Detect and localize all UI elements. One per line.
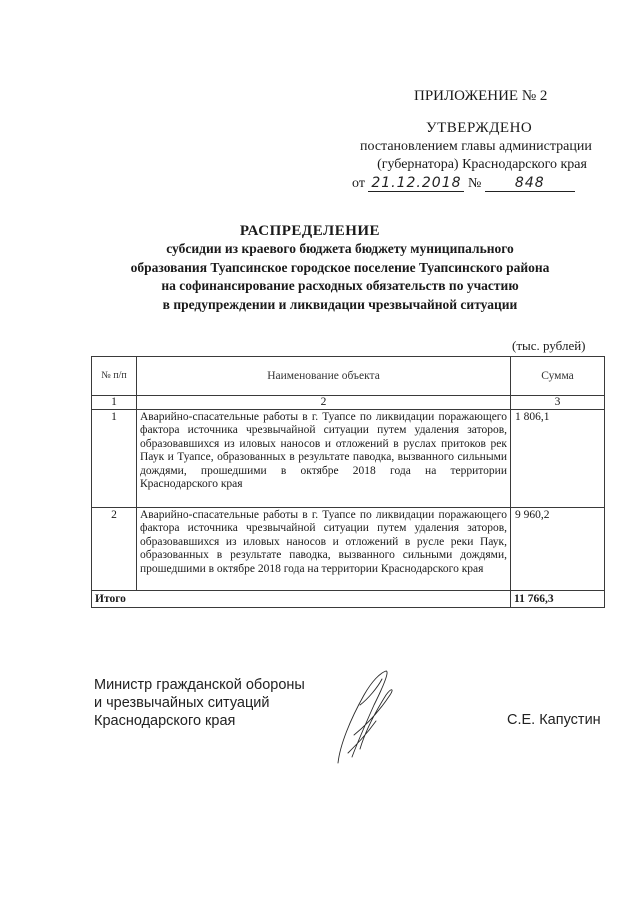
signer-name: С.Е. Капустин xyxy=(507,712,601,728)
approved-label: УТВЕРЖДЕНО xyxy=(426,120,533,136)
approval-date-line xyxy=(352,175,575,192)
subtitle-line: субсидии из краевого бюджета бюджету муниципального xyxy=(166,241,514,256)
units-label: (тыс. рублей) xyxy=(512,338,586,353)
handwritten-signature xyxy=(320,665,410,770)
subtitle-line: в предупреждении и ликвидации чрезвычайной ситуации xyxy=(162,296,518,312)
index-cell: 1 xyxy=(92,396,137,410)
index-cell: 3 xyxy=(511,396,605,410)
date-prefix: от xyxy=(352,176,365,191)
row-name: Аварийно-спасательные работы в г. Туапсе по ликвидации поражающего фактора источника чрезвычайной ситуации путем удаления заторов, образовавшихся из иловых наносов и отложений в руслах притоков рек Паук и Туапсе, образованных в результате паводка, вызванного сильными дождями, прошедшими в октябре 2018 года на территории Краснодарского края xyxy=(137,410,511,508)
table-index-row xyxy=(92,396,605,410)
signer-position-line: Министр гражданской обороны xyxy=(94,677,305,693)
header-sum: Сумма xyxy=(511,357,605,396)
signer-position-line: и чрезвычайных ситуаций xyxy=(94,695,270,711)
document-title: РАСПРЕДЕЛЕНИЕ xyxy=(239,223,381,239)
header-num: № п/п xyxy=(92,357,137,396)
row-name: Аварийно-спасательные работы в г. Туапсе по ликвидации поражающего фактора источника чрезвычайной ситуации путем удаления заторов, образовавшихся из иловых наносов и отложений в русле реки Паук, образованных в результате паводка, вызванного сильными дождями, прошедшими в октябре 2018 года на территории Краснодарского края xyxy=(137,508,511,591)
table-header-row xyxy=(92,357,605,396)
subtitle-line: на софинансирование расходных обязательств по участию xyxy=(161,278,519,293)
row-sum: 1 806,1 xyxy=(511,410,605,508)
table-row xyxy=(92,410,605,508)
number-prefix: № xyxy=(467,176,482,191)
header-name: Наименование объекта xyxy=(137,357,511,396)
distribution-table xyxy=(91,356,605,608)
approval-number: 848 xyxy=(485,175,575,192)
signer-position-line: Краснодарского края xyxy=(94,713,236,729)
signer-position xyxy=(94,676,305,730)
row-num: 2 xyxy=(92,508,137,591)
row-num: 1 xyxy=(92,410,137,508)
document-subtitle xyxy=(60,240,620,314)
total-value: 11 766,3 xyxy=(511,591,605,608)
subtitle-line: образования Туапсинское городское поселение Туапсинского района xyxy=(130,259,550,275)
total-label: Итого xyxy=(92,591,511,608)
approved-by-line2: (губернатора) Краснодарского края xyxy=(377,157,587,172)
row-sum: 9 960,2 xyxy=(511,508,605,591)
approved-by-line1: постановлением главы администрации xyxy=(360,139,592,154)
index-cell: 2 xyxy=(137,396,511,410)
appendix-label: ПРИЛОЖЕНИЕ № 2 xyxy=(414,88,548,104)
table-row xyxy=(92,508,605,591)
approval-date: 21.12.2018 xyxy=(368,175,464,192)
table-total-row xyxy=(92,591,605,608)
